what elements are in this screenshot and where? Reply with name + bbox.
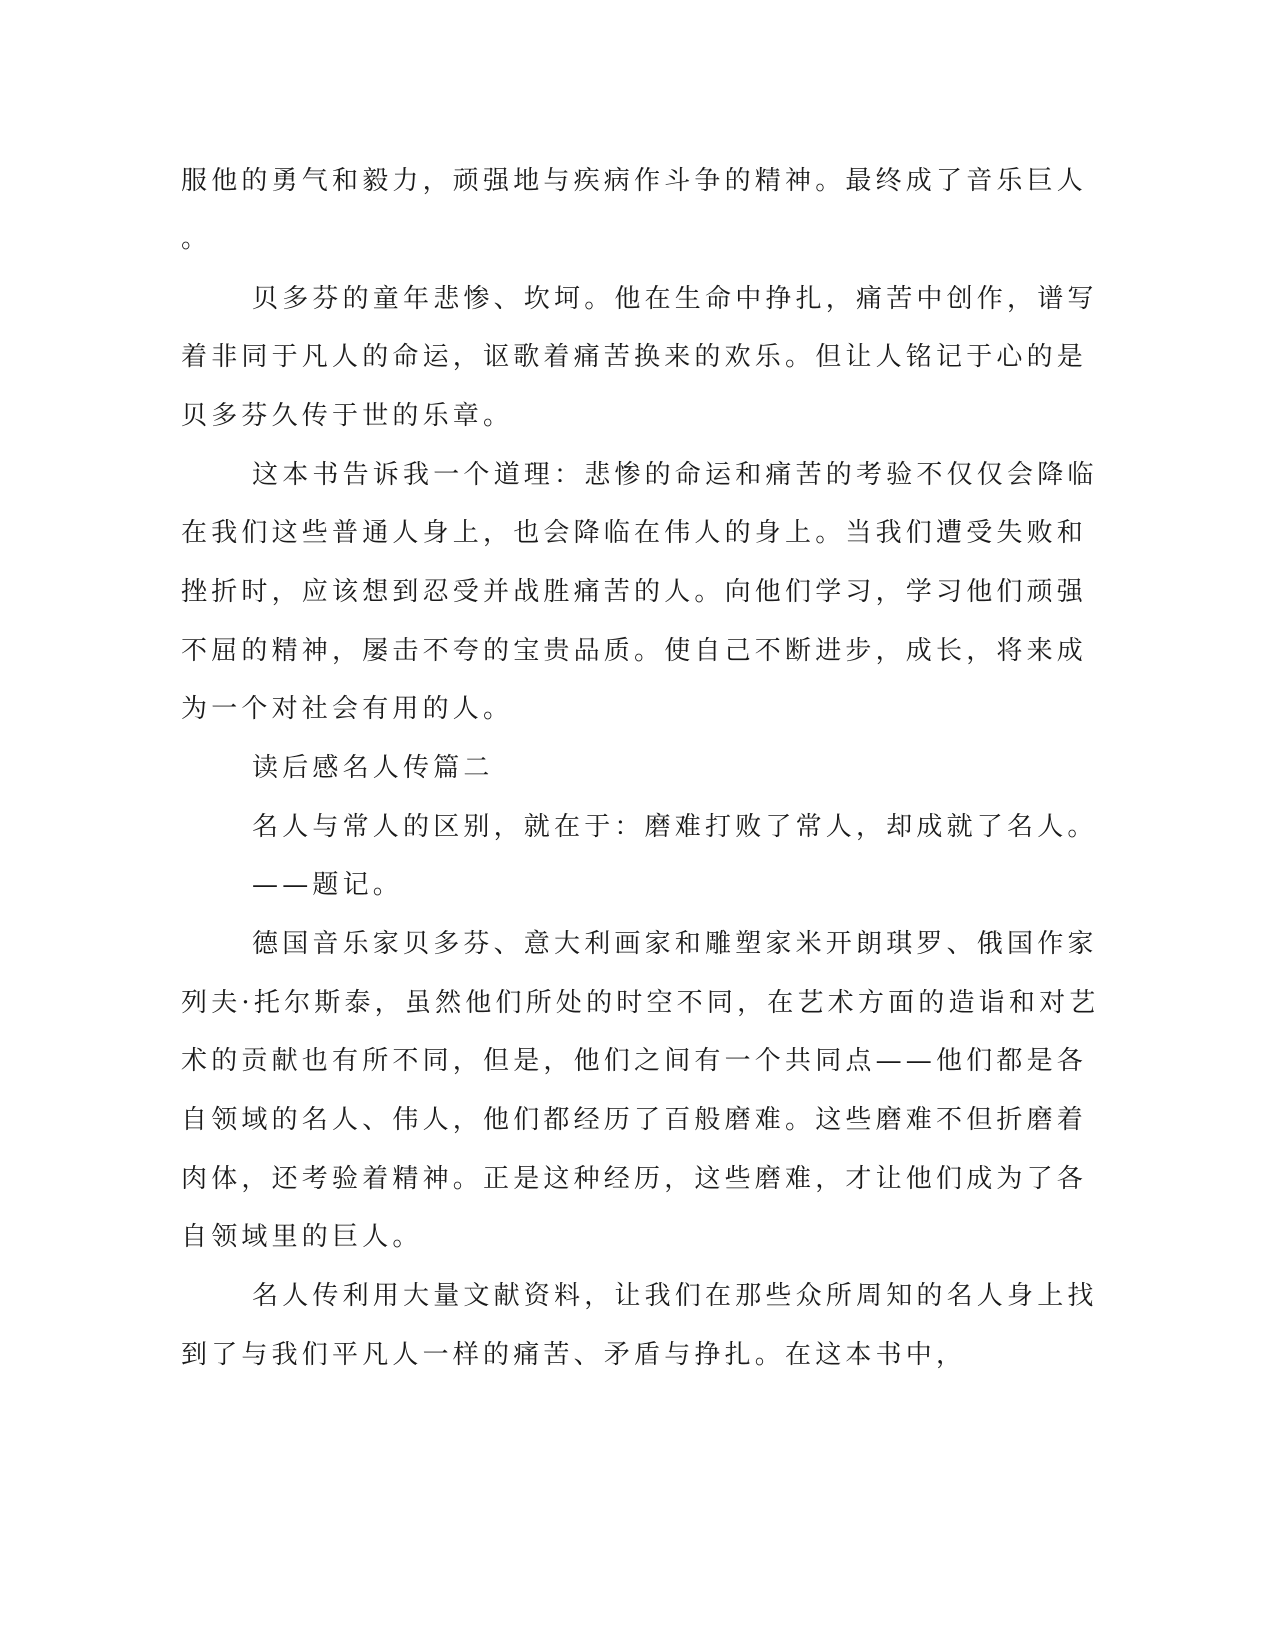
text-line-17: 自领域的名人、伟人，他们都经历了百般磨难。这些磨难不但折磨着 [181, 1105, 1088, 1135]
text-line-18: 肉体，还考验着精神。正是这种经历，这些磨难，才让他们成为了各 [181, 1164, 1088, 1194]
text-line-4: 着非同于凡人的命运，讴歌着痛苦换来的欢乐。但让人铭记于心的是 [181, 342, 1088, 372]
text-line-10: 为一个对社会有用的人。 [181, 694, 514, 724]
text-line-5: 贝多芬久传于世的乐章。 [181, 401, 514, 431]
text-line-1: 服他的勇气和毅力，顽强地与疾病作斗争的精神。最终成了音乐巨人 [181, 166, 1088, 196]
text-line-15: 列夫·托尔斯泰，虽然他们所处的时空不同，在艺术方面的造诣和对艺 [181, 988, 1100, 1018]
text-line-16: 术的贡献也有所不同，但是，他们之间有一个共同点——他们都是各 [181, 1046, 1088, 1076]
epigraph-line: 名人与常人的区别，就在于：磨难打败了常人，却成就了名人。 [252, 812, 1098, 842]
text-line-20: 名人传利用大量文献资料，让我们在那些众所周知的名人身上找 [252, 1281, 1098, 1311]
text-line-19: 自领域里的巨人。 [181, 1222, 423, 1252]
text-line-14: 德国音乐家贝多芬、意大利画家和雕塑家米开朗琪罗、俄国作家 [252, 929, 1098, 959]
text-line-3: 贝多芬的童年悲惨、坎坷。他在生命中挣扎，痛苦中创作，谱写 [252, 284, 1098, 314]
text-line-7: 在我们这些普通人身上，也会降临在伟人的身上。当我们遭受失败和 [181, 518, 1088, 548]
text-line-2: 。 [181, 224, 212, 254]
text-line-9: 不屈的精神，屡击不夸的宝贵品质。使自己不断进步，成长，将来成 [181, 636, 1088, 666]
section-heading: 读后感名人传篇二 [252, 753, 494, 783]
text-line-8: 挫折时，应该想到忍受并战胜痛苦的人。向他们学习，学习他们顽强 [181, 577, 1088, 607]
text-line-6: 这本书告诉我一个道理：悲惨的命运和痛苦的考验不仅仅会降临 [252, 460, 1098, 490]
epigraph-attribution: ——题记。 [252, 870, 404, 900]
text-line-21: 到了与我们平凡人一样的痛苦、矛盾与挣扎。在这本书中， [181, 1340, 967, 1370]
